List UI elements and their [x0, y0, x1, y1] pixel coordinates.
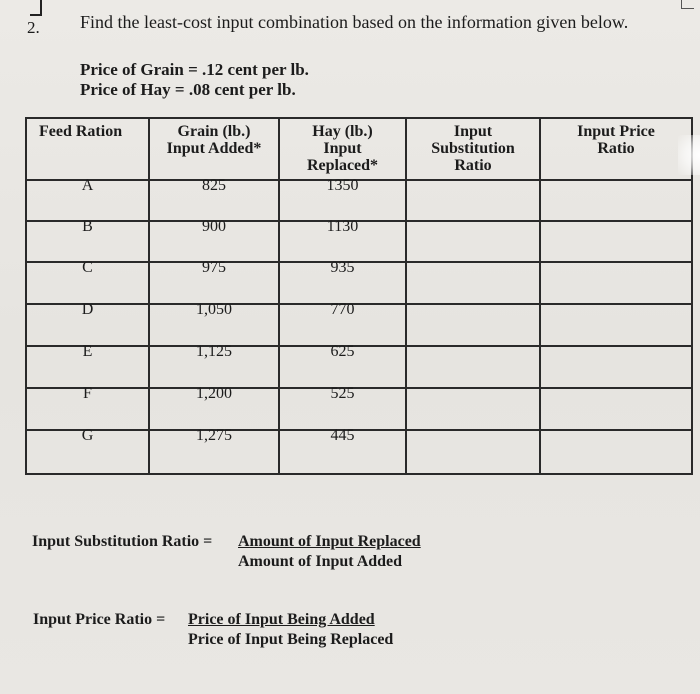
- table-row: [26, 221, 692, 262]
- light-glare: [678, 135, 700, 175]
- price-of-hay: Price of Hay = .08 cent per lb.: [80, 80, 296, 99]
- header-line: Input: [323, 140, 362, 157]
- header-feed-ration: [26, 118, 149, 180]
- price-ratio-denominator: Price of Input Being Replaced: [188, 631, 394, 648]
- cell-price-ratio[interactable]: [540, 346, 692, 388]
- cell-substitution-ratio[interactable]: [406, 221, 540, 262]
- cell-substitution-ratio[interactable]: [406, 346, 540, 388]
- cell-price-ratio[interactable]: [540, 262, 692, 304]
- header-line: Input Added*: [166, 140, 262, 157]
- cell-text: 825: [202, 177, 226, 194]
- cell-substitution-ratio[interactable]: [406, 180, 540, 221]
- cell-text: 900: [202, 218, 226, 235]
- header-grain: [149, 118, 279, 180]
- cell-hay: [279, 343, 406, 388]
- cell-substitution-ratio[interactable]: [406, 388, 540, 430]
- cell-text: E: [82, 343, 93, 360]
- table-row: [26, 430, 692, 474]
- table-row: [26, 388, 692, 430]
- price-ratio-numerator: Price of Input Being Added: [188, 611, 375, 628]
- cell-grain: [149, 259, 279, 304]
- cell-text: 975: [202, 259, 226, 276]
- cell-text: 1,125: [196, 343, 232, 360]
- cell-text: 445: [330, 427, 355, 444]
- table-row: [26, 346, 692, 388]
- question-number: 2.: [27, 18, 40, 37]
- header-hay: [279, 118, 406, 180]
- table-row: [26, 304, 692, 346]
- cell-text: 770: [330, 301, 355, 318]
- price-ratio-label: Input Price Ratio =: [33, 611, 166, 628]
- substitution-ratio-label: Input Substitution Ratio =: [32, 533, 213, 550]
- cell-price-ratio[interactable]: [540, 388, 692, 430]
- cell-ration: [26, 385, 149, 430]
- header-line: Ratio: [597, 140, 635, 157]
- cell-price-ratio[interactable]: [540, 180, 692, 221]
- cell-text: B: [82, 218, 93, 235]
- cell-text: A: [81, 177, 94, 194]
- cell-ration: [26, 218, 149, 262]
- header-line: Input: [453, 123, 493, 140]
- cell-text: G: [81, 427, 94, 444]
- cell-price-ratio[interactable]: [540, 221, 692, 262]
- cell-ration: [26, 301, 149, 346]
- cell-grain: [149, 218, 279, 262]
- cell-grain: [149, 427, 279, 474]
- header-line: Input Price: [577, 123, 655, 140]
- cell-text: 1,050: [196, 301, 232, 318]
- substitution-ratio-numerator: Amount of Input Replaced: [238, 533, 421, 550]
- cell-text: 1350: [326, 177, 359, 194]
- cell-price-ratio[interactable]: [540, 304, 692, 346]
- header-line: Feed Ration: [39, 123, 123, 140]
- cell-grain: [149, 385, 279, 430]
- cell-hay: [279, 385, 406, 430]
- header-line: Replaced*: [306, 157, 379, 174]
- cell-hay: [279, 218, 406, 262]
- cell-hay: [279, 259, 406, 304]
- cell-substitution-ratio[interactable]: [406, 262, 540, 304]
- cell-ration: [26, 427, 149, 474]
- cell-ration: [26, 177, 149, 221]
- corner-crop-mark-right: [681, 0, 694, 9]
- cell-grain: [149, 301, 279, 346]
- cell-grain: [149, 343, 279, 388]
- cell-text: 1,275: [196, 427, 232, 444]
- cell-hay: [279, 301, 406, 346]
- header-line: Hay (lb.): [312, 123, 373, 140]
- substitution-ratio-denominator: Amount of Input Added: [238, 553, 403, 570]
- cell-substitution-ratio[interactable]: [406, 304, 540, 346]
- cell-text: 1130: [326, 218, 359, 235]
- cell-text: C: [82, 259, 93, 276]
- feed-ration-table: [25, 117, 693, 475]
- header-line: Grain (lb.): [177, 123, 251, 140]
- cell-text: F: [83, 385, 92, 402]
- table-row: [26, 262, 692, 304]
- cell-text: 1,200: [196, 385, 232, 402]
- cell-ration: [26, 343, 149, 388]
- question-text: Find the least-cost input combination based on the information given below.: [80, 12, 629, 32]
- header-input-price-ratio: [540, 118, 692, 180]
- cell-substitution-ratio[interactable]: [406, 430, 540, 474]
- cell-hay: [279, 427, 406, 474]
- cell-ration: [26, 259, 149, 304]
- cell-price-ratio[interactable]: [540, 430, 692, 474]
- cell-text: D: [81, 301, 94, 318]
- corner-crop-mark: [30, 0, 42, 16]
- header-input-substitution-ratio: [406, 118, 540, 180]
- cell-grain: [149, 177, 279, 221]
- table-header-row: [26, 118, 692, 180]
- price-of-grain: Price of Grain = .12 cent per lb.: [80, 60, 309, 79]
- header-line: Ratio: [454, 157, 492, 174]
- cell-text: 625: [330, 343, 355, 360]
- header-line: Substitution: [431, 140, 515, 157]
- cell-text: 525: [330, 385, 355, 402]
- cell-hay: [279, 177, 406, 221]
- table-row: [26, 180, 692, 221]
- cell-text: 935: [330, 259, 355, 276]
